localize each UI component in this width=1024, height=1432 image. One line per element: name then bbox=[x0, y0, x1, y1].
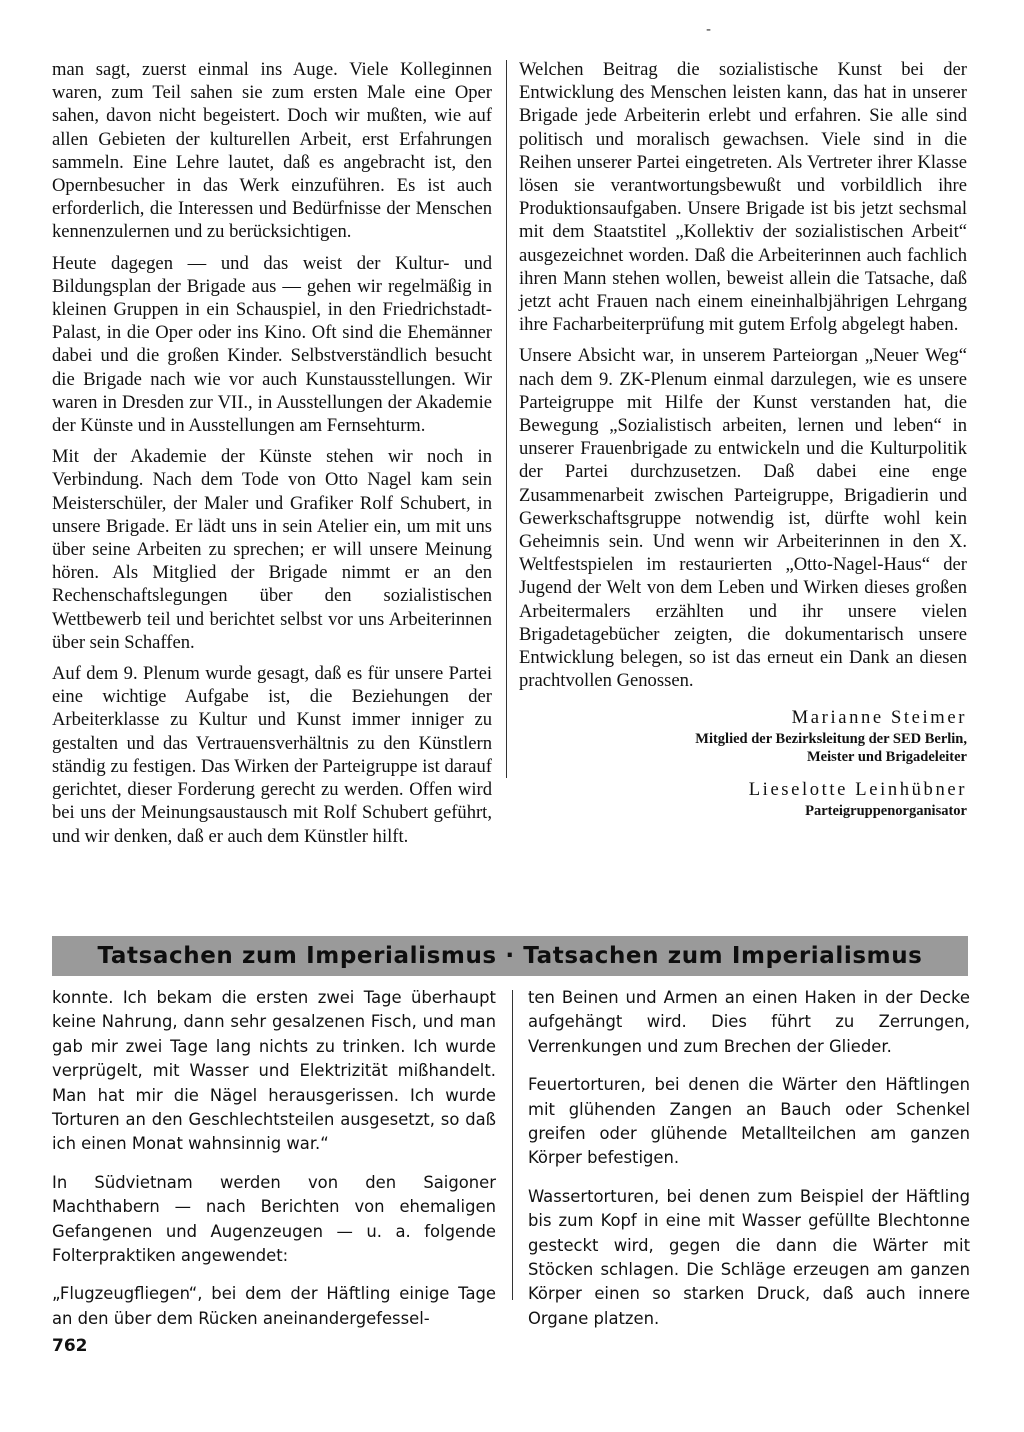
facts-right-column bbox=[528, 986, 970, 1345]
paragraph: Wassertorturen, bei denen zum Beispiel der Häftling bis zum Kopf in eine mit Wasser gefüllte Blechtonne gesteckt wird, gegen die dann die Wärter mit Stöcken schlagen. Die Schläge erzeugen am ganzen Körper einen so starken Druck, daß auch innere Organe platzen. bbox=[528, 1186, 970, 1328]
paragraph: man sagt, zuerst einmal ins Auge. Viele Kolleginnen waren, zum Teil sahen sie zum ersten Male eine Oper sahen, davon nicht begeistert. Doch wir mußten, wie auf allen Gebieten der kulturellen Arbeit, erst Erfahrungen sammeln. Eine Lehre lautet, daß es angebracht ist, den Opernbesucher in das Werk einzuführen. Es ist auch erforderlich, die Interessen und Bedürfnisse der Menschen kennenzulernen und zu berücksichtigen. bbox=[52, 59, 492, 243]
article-left-column bbox=[52, 58, 492, 856]
paragraph: Unsere Absicht war, in unserem Parteiorgan „Neuer Weg“ nach dem 9. ZK-Plenum einmal darzulegen, wie es unsere Parteigruppe mit Hilfe der Kunst verstanden hat, die Bewegung „Sozialistisch arbeiten, lernen und leben“ in unserer Frauenbrigade zu entwickeln und die Kulturpolitik der Partei durchzusetzen. Daß dabei eine enge Zusammenarbeit zwischen Parteigruppe, Brigadierin und Gewerkschaftsgruppe notwendig ist, dürfte wohl kein Geheimnis sein. Und wenn wir Arbeiterinnen in den X. Weltfestspielen im restaurierten „Otto-Nagel-Haus“ der Jugend der Welt von dem Leben und Wirken dieses großen Arbeitermalers erzählten und ihr unsere vielen Brigadetagebücher zeigten, die dokumentarisch unsere Entwicklung belegen, so ist das erneut ein Dank an diesen prachtvollen Genossen. bbox=[519, 345, 967, 692]
paragraph: Mit der Akademie der Künste stehen wir noch in Verbindung. Nach dem Tode von Otto Nagel kam sein Meisterschüler, der Maler und Grafiker Rolf Schubert, in unsere Brigade. Er lädt uns in sein Atelier ein, um mit uns über seine Arbeiten zu sprechen; er will unsere Meinung hören. Als Mitglied der Brigade nimmt er an den Rechenschaftslegungen über den sozialistischen Wettbewerb teil und berichtet selbst vor uns Arbeiterinnen über sein Schaffen. bbox=[52, 446, 492, 653]
paragraph: „Flugzeugfliegen“, bei dem der Häftling einige Tage an den über dem Rücken aneinandergefessel- bbox=[52, 1284, 496, 1328]
column-divider bbox=[506, 60, 507, 778]
paragraph: Heute dagegen — und das weist der Kultur- und Bildungsplan der Brigade aus — gehen wir regelmäßig in kleinen Gruppen in ein Schauspiel, in den Friedrichstadt-Palast, in die Oper oder ins Kino. Oft sind die Ehemänner dabei und die großen Kinder. Selbstverständlich besucht die Brigade nach wie vor auch Kunstausstellungen. Wir waren in Dresden zur VII., in Ausstellungen der Akademie der Künste und in Ausstellungen am Fernsehturm. bbox=[52, 252, 492, 437]
banner-title: Tatsachen zum Imperialismus · Tatsachen zum Imperialismus bbox=[97, 943, 923, 969]
author-name: Lieselotte Leinhübner bbox=[748, 779, 967, 801]
author-name: Marianne Steimer bbox=[791, 707, 967, 729]
author-role: Mitglied der Bezirksleitung der SED Berlin, bbox=[695, 731, 967, 748]
article-right-column bbox=[519, 58, 967, 820]
author-signature bbox=[519, 706, 967, 820]
paragraph: Feuertorturen, bei denen die Wärter den Häftlingen mit glühenden Zangen an Bauch oder Schenkel greifen oder glühende Metallteilchen am ganzen Körper befestigen. bbox=[528, 1075, 970, 1168]
paragraph: Auf dem 9. Plenum wurde gesagt, daß es für unsere Partei eine wichtige Aufgabe ist, die Beziehungen der Arbeiterklasse zu Kultur und Kunst immer inniger zu gestalten und das Vertrauensverhältnis zu den Künstlern ständig zu festigen. Das Wirken der Parteigruppe ist darauf gerichtet, dieser Forderung gerecht zu werden. Offen wird bei uns der Meinungsaustausch mit Rolf Schubert geführt, und wir denken, daß er auch dem Künstler hilft. bbox=[52, 663, 492, 847]
facts-left-column bbox=[52, 986, 496, 1345]
paragraph: ten Beinen und Armen an einen Haken in der Decke aufgehängt wird. Dies führt zu Zerrungen, Verrenkungen und zum Brechen der Glieder. bbox=[528, 988, 970, 1056]
page-number: 762 bbox=[52, 1336, 88, 1356]
print-mark: - bbox=[706, 22, 712, 38]
paragraph: Welchen Beitrag die sozialistische Kunst bei der Entwicklung des Menschen leisten kann, das hat in unserer Brigade jede Arbeiterin erlebt und erfahren. Sie alle sind politisch und moralisch gewachsen. Viele sind in die Reihen unserer Partei eingetreten. Als Vertreter ihrer Klasse lösen sie verantwortungsbewußt und vorbildlich ihre Produktionsaufgaben. Unsere Brigade ist bis jetzt sechsmal mit dem Staatstitel „Kollektiv der sozialistischen Arbeit“ ausgezeichnet worden. Daß die Arbeiterinnen auch fachlich ihren Mann stehen wollen, beweist allein die Tatsache, daß jetzt acht Frauen nach einem eineinhalbjährigen Lehrgang ihre Facharbeiterprüfung mit gutem Erfolg abgelegt haben. bbox=[519, 59, 967, 336]
section-banner bbox=[52, 936, 968, 976]
paragraph: In Südvietnam werden von den Saigoner Machthabern — nach Berichten von ehemaligen Gefangenen und Augenzeugen — u. a. folgende Folterpraktiken angewendet: bbox=[52, 1172, 496, 1266]
author-role: Parteigruppenorganisator bbox=[805, 803, 967, 820]
column-divider bbox=[512, 990, 513, 1300]
paragraph: konnte. Ich bekam die ersten zwei Tage überhaupt keine Nahrung, dann sehr gesalzenen Fisch, und man gab mir zwei Tage lang nichts zu trinken. Ich wurde verprügelt, mit Wasser und Elektrizität mißhandelt. Man hat mir die Nägel herausgerissen. Ich wurde Torturen an den Geschlechtsteilen ausgesetzt, so daß ich einen Monat wahnsinnig war.“ bbox=[52, 988, 496, 1154]
author-role: Meister und Brigadeleiter bbox=[806, 749, 967, 766]
